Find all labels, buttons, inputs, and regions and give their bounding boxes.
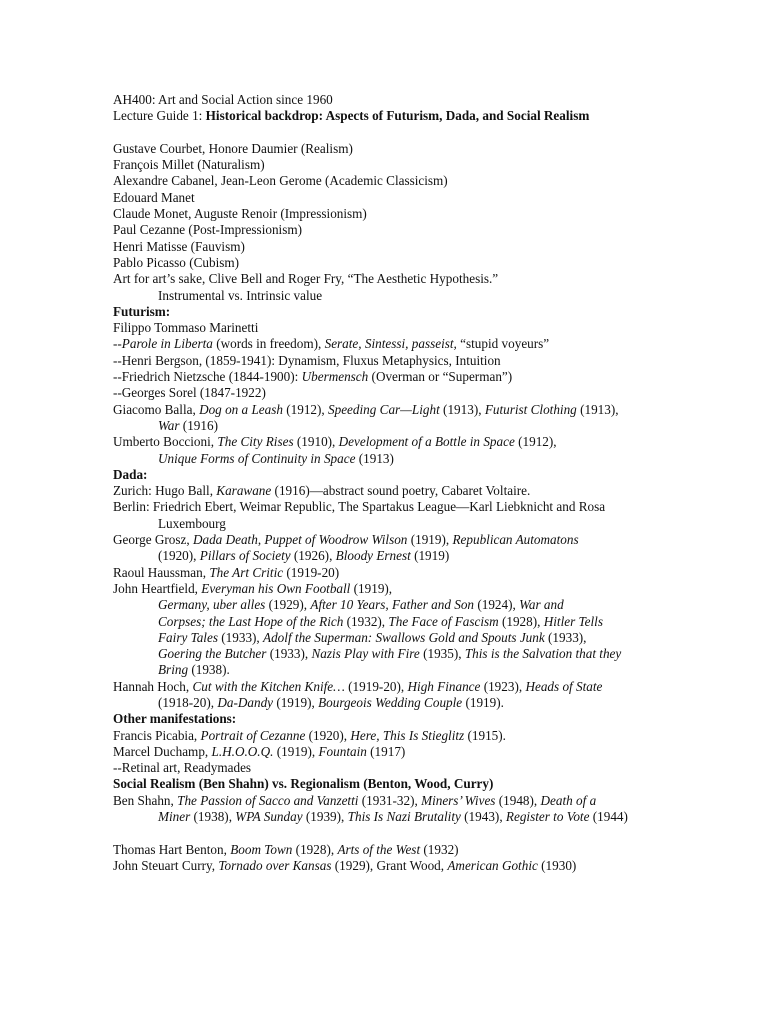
text-run: (1919).	[462, 694, 504, 710]
futurism-line	[113, 451, 743, 467]
dada-line	[113, 483, 743, 499]
work-title: War and	[519, 597, 564, 613]
intro-line: François Millet (Naturalism)	[113, 157, 265, 173]
work-title: Dog on a Leash	[199, 401, 283, 417]
other-line	[113, 728, 743, 744]
text-run: (1919),	[350, 580, 393, 596]
intro-line: Alexandre Cabanel, Jean-Leon Gerome (Academic Classicism)	[113, 173, 448, 189]
work-title: American Gothic	[447, 857, 538, 873]
course-title: AH400: Art and Social Action since 1960	[113, 92, 333, 107]
text-run: (1919-20)	[283, 564, 340, 580]
dada-line: Luxembourg	[158, 515, 226, 531]
dada-heading: Dada:	[113, 466, 148, 482]
work-title: L.H.O.O.Q.	[211, 743, 274, 759]
text-run: Francis Picabia,	[113, 727, 201, 743]
text-run: (1943),	[460, 809, 506, 825]
text-run: ,	[257, 532, 265, 548]
work-title: Serate, Sintessi, passeist,	[324, 336, 457, 352]
social-line	[113, 809, 743, 825]
text-run: (1913),	[576, 401, 619, 417]
text-run: (1928),	[498, 613, 544, 629]
text-run: --Friedrich Nietzsche (1844-1900):	[113, 369, 302, 385]
work-title: Pillars of Society	[199, 548, 291, 564]
work-title: Adolf the Superman: Swallows Gold and Spouts Junk	[263, 629, 545, 645]
dada-line	[113, 646, 743, 662]
work-title: Bloody Ernest	[335, 548, 411, 564]
work-title: Miner	[158, 809, 191, 825]
text-run: Ben Shahn,	[113, 792, 178, 808]
work-title: Fountain	[318, 743, 367, 759]
text-run: (1932),	[343, 613, 389, 629]
work-title: Miners’ Wives	[421, 792, 496, 808]
work-title: This is the Salvation that they	[464, 646, 622, 662]
intro-line: Art for art’s sake, Clive Bell and Roger Fry, “The Aesthetic Hypothesis.”	[113, 271, 499, 287]
work-title: Goering the Butcher	[158, 646, 267, 662]
text-run: (1912),	[282, 401, 329, 417]
dada-line	[113, 695, 743, 711]
work-title: Da-Dandy	[217, 694, 274, 710]
text-run: (1920),	[158, 548, 200, 564]
work-title: Arts of the West	[337, 841, 421, 857]
work-title: Here, This Is Stieglitz	[350, 727, 465, 743]
dada-line: Berlin: Friedrich Ebert, Weimar Republic, The Spartakus League—Karl Liebknicht and Rosa	[113, 499, 606, 515]
lecture-guide-document	[113, 92, 743, 874]
text-run: (Overman or “Superman”)	[368, 369, 513, 385]
dada-line	[113, 679, 743, 695]
text-run: (1912),	[514, 434, 557, 450]
text-run: Giacomo Balla,	[113, 401, 200, 417]
dada-line	[113, 630, 743, 646]
intro-line: Claude Monet, Auguste Renoir (Impressionism)	[113, 206, 367, 222]
work-title: The Face of Fascism	[388, 613, 499, 629]
text-run: (1919),	[273, 743, 319, 759]
work-title: Development of a Bottle in Space	[338, 434, 515, 450]
work-title: The City Rises	[217, 434, 294, 450]
work-title: This Is Nazi Brutality	[347, 809, 461, 825]
text-run: (1926),	[290, 548, 336, 564]
work-title: Bourgeois Wedding Couple	[318, 694, 463, 710]
work-title: Cut with the Kitchen Knife…	[192, 678, 345, 694]
intro-line: Pablo Picasso (Cubism)	[113, 254, 240, 270]
text-run: --	[113, 336, 122, 352]
lecture-guide-title	[113, 108, 743, 124]
work-title: Boom Town	[230, 841, 293, 857]
text-run: “stupid voyeurs”	[456, 336, 550, 352]
text-run: (1919),	[407, 532, 453, 548]
text-run: John Heartfield,	[113, 580, 202, 596]
work-title: Parole in Liberta	[121, 336, 213, 352]
futurism-line	[113, 369, 743, 385]
text-run: (1944)	[589, 809, 628, 825]
other-manifestations-heading: Other manifestations:	[113, 711, 237, 727]
social-line	[113, 793, 743, 809]
work-title: Karawane	[216, 483, 272, 499]
work-title: Puppet of Woodrow Wilson	[264, 532, 408, 548]
work-title: WPA Sunday	[235, 809, 303, 825]
text-run: (1929), Grant Wood,	[331, 857, 448, 873]
work-title: Unique Forms of Continuity in Space	[158, 450, 356, 466]
dada-line	[113, 662, 743, 678]
text-run: (1932)	[420, 841, 459, 857]
text-run: (1928),	[292, 841, 338, 857]
text-run: (1919),	[273, 694, 319, 710]
text-run: Zurich: Hugo Ball,	[113, 483, 217, 499]
intro-line: Gustave Courbet, Honore Daumier (Realism)	[113, 140, 353, 156]
work-title: Bring	[158, 662, 189, 678]
work-title: After 10 Years, Father and Son	[310, 597, 475, 613]
text-run: Marcel Duchamp,	[113, 743, 212, 759]
text-run: (1913),	[439, 401, 485, 417]
text-run: (1916)—abstract sound poetry, Cabaret Voltaire.	[271, 483, 531, 499]
intro-line: Henri Matisse (Fauvism)	[113, 238, 245, 254]
social-realism-heading: Social Realism (Ben Shahn) vs. Regionalism (Benton, Wood, Curry)	[113, 776, 494, 792]
work-title: Ubermensch	[301, 369, 369, 385]
work-title: Germany, uber alles	[158, 597, 266, 613]
intro-subline: Instrumental vs. Intrinsic value	[158, 287, 323, 303]
guide-prefix: Lecture Guide 1:	[113, 108, 206, 124]
text-run: (1920),	[305, 727, 351, 743]
text-run: (1933),	[217, 629, 264, 645]
futurism-heading: Futurism:	[113, 303, 171, 319]
work-title: Fairy Tales	[158, 629, 218, 645]
text-run: (1933),	[544, 629, 587, 645]
futurism-line	[113, 418, 743, 434]
work-title: Nazis Play with Fire	[311, 646, 420, 662]
work-title: Register to Vote	[505, 809, 590, 825]
work-title: Everyman his Own Football	[201, 580, 351, 596]
work-title: Hitler Tells	[543, 613, 603, 629]
dada-line	[113, 614, 743, 630]
work-title: Futurist Clothing	[484, 401, 577, 417]
text-run: (1933),	[266, 646, 312, 662]
text-run: (1918-20),	[158, 694, 218, 710]
work-title: High Finance	[407, 678, 481, 694]
futurism-line: --Henri Bergson, (1859-1941): Dynamism, Fluxus Metaphysics, Intuition	[113, 352, 501, 368]
text-run: Hannah Hoch,	[113, 678, 193, 694]
text-run: (1919)	[410, 548, 450, 564]
text-run: (1948),	[495, 792, 541, 808]
text-run: (1924),	[474, 597, 520, 613]
futurism-line	[113, 402, 743, 418]
dada-line	[113, 548, 743, 564]
text-run: Raoul Haussman,	[113, 564, 210, 580]
work-title: Corpses; the Last Hope of the Rich	[158, 613, 344, 629]
text-run: (1919-20),	[344, 678, 408, 694]
work-title: Portrait of Cezanne	[200, 727, 306, 743]
text-run: (1923),	[480, 678, 526, 694]
text-run: (1931-32),	[358, 792, 422, 808]
work-title: The Art Critic	[209, 564, 284, 580]
dada-line	[113, 581, 743, 597]
text-run: (1913)	[355, 450, 394, 466]
text-run: (1917)	[366, 743, 406, 759]
dada-line	[113, 597, 743, 613]
text-run: George Grosz,	[113, 532, 193, 548]
text-run: (1938),	[190, 809, 236, 825]
work-title: Speeding Car—Light	[328, 401, 440, 417]
text-run: (1929),	[265, 597, 311, 613]
work-title: The Passion of Sacco and Vanzetti	[177, 792, 359, 808]
work-title: Dada Death	[192, 532, 258, 548]
text-run: Thomas Hart Benton,	[113, 841, 231, 857]
futurism-line	[113, 434, 743, 450]
text-run: (1915).	[464, 727, 506, 743]
social-line	[113, 842, 743, 858]
futurism-line: --Georges Sorel (1847-1922)	[113, 385, 266, 401]
text-run: John Steuart Curry,	[113, 857, 219, 873]
text-run: (words in freedom),	[212, 336, 325, 352]
text-run: (1916)	[179, 417, 218, 433]
work-title: War	[158, 417, 180, 433]
work-title: Heads of State	[525, 678, 603, 694]
dada-line	[113, 532, 743, 548]
text-run: (1938).	[188, 662, 230, 678]
dada-line	[113, 565, 743, 581]
other-line: --Retinal art, Readymades	[113, 760, 252, 776]
other-line	[113, 744, 743, 760]
guide-title-bold: Historical backdrop: Aspects of Futurism, Dada, and Social Realism	[205, 108, 590, 124]
text-run: (1910),	[293, 434, 339, 450]
work-title: Republican Automatons	[452, 532, 579, 548]
futurism-line	[113, 336, 743, 352]
text-run: Umberto Boccioni,	[113, 434, 218, 450]
work-title: Death of a	[540, 792, 597, 808]
text-run: (1935),	[419, 646, 465, 662]
text-run: (1930)	[537, 857, 577, 873]
intro-line: Edouard Manet	[113, 189, 195, 205]
social-line	[113, 858, 743, 874]
futurism-line: Filippo Tommaso Marinetti	[113, 320, 259, 336]
work-title: Tornado over Kansas	[218, 857, 332, 873]
intro-line: Paul Cezanne (Post-Impressionism)	[113, 222, 302, 238]
text-run: (1939),	[302, 809, 348, 825]
